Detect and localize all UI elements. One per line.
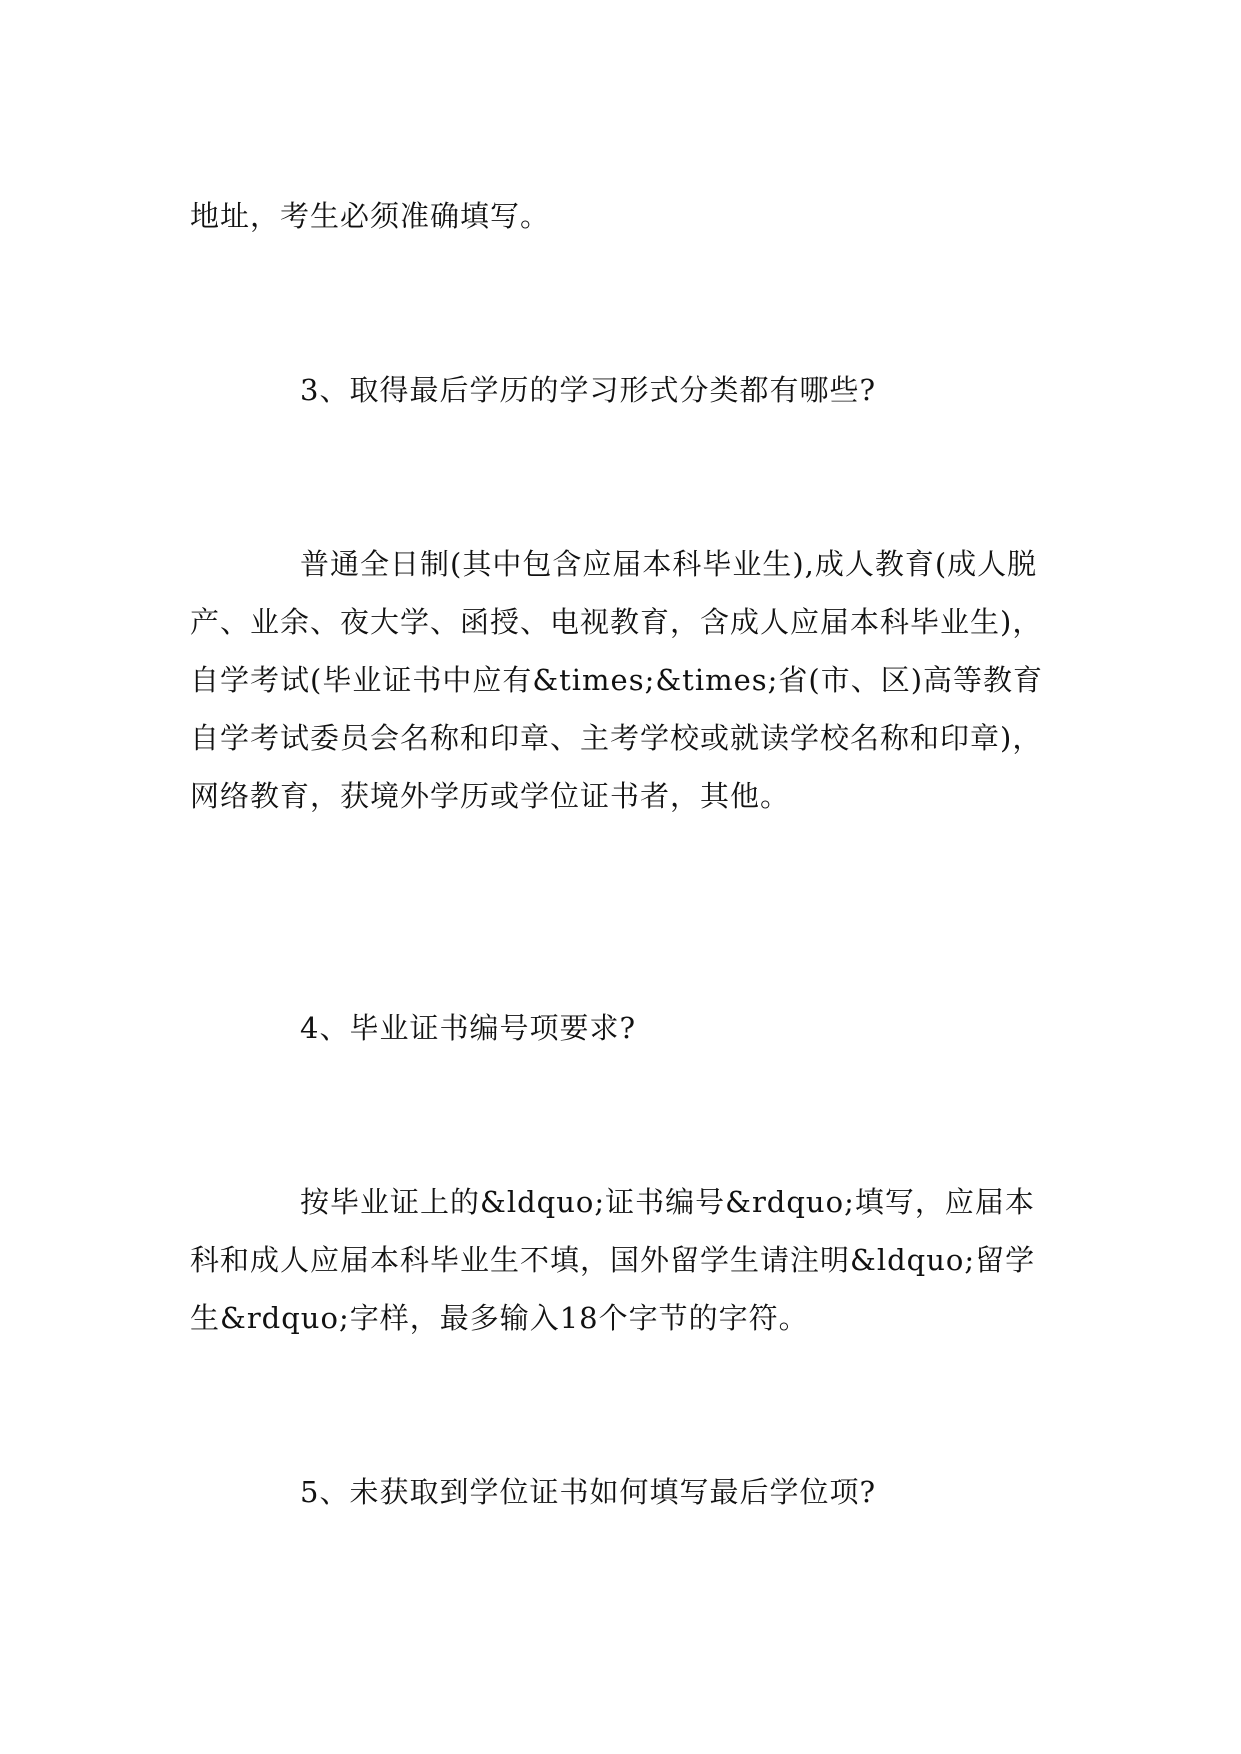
- question-heading-4: 4、毕业证书编号项要求?: [300, 1011, 636, 1045]
- answer-paragraph-4: 按毕业证上的&ldquo;证书编号&rdquo;填写，应届本科和成人应届本科毕业生不填，国外留学生请注明&ldquo;留学生&rdquo;字样，最多输入18个字节的字符。: [190, 1185, 1036, 1335]
- paragraph-address-note: 地址，考生必须准确填写。: [190, 199, 551, 233]
- question-heading-5: 5、未获取到学位证书如何填写最后学位项?: [300, 1475, 876, 1509]
- question-heading-3: 3、取得最后学历的学习形式分类都有哪些?: [300, 373, 876, 407]
- answer-paragraph-3: 普通全日制(其中包含应届本科毕业生),成人教育(成人脱产、业余、夜大学、函授、电视教育，含成人应届本科毕业生)，自学考试(毕业证书中应有&times;&times;省(市、区)高等教育自学考试委员会名称和印章、主考学校或就读学校名称和印章)，网络教育，获境外学历或学位证书者，其他。: [190, 547, 1044, 813]
